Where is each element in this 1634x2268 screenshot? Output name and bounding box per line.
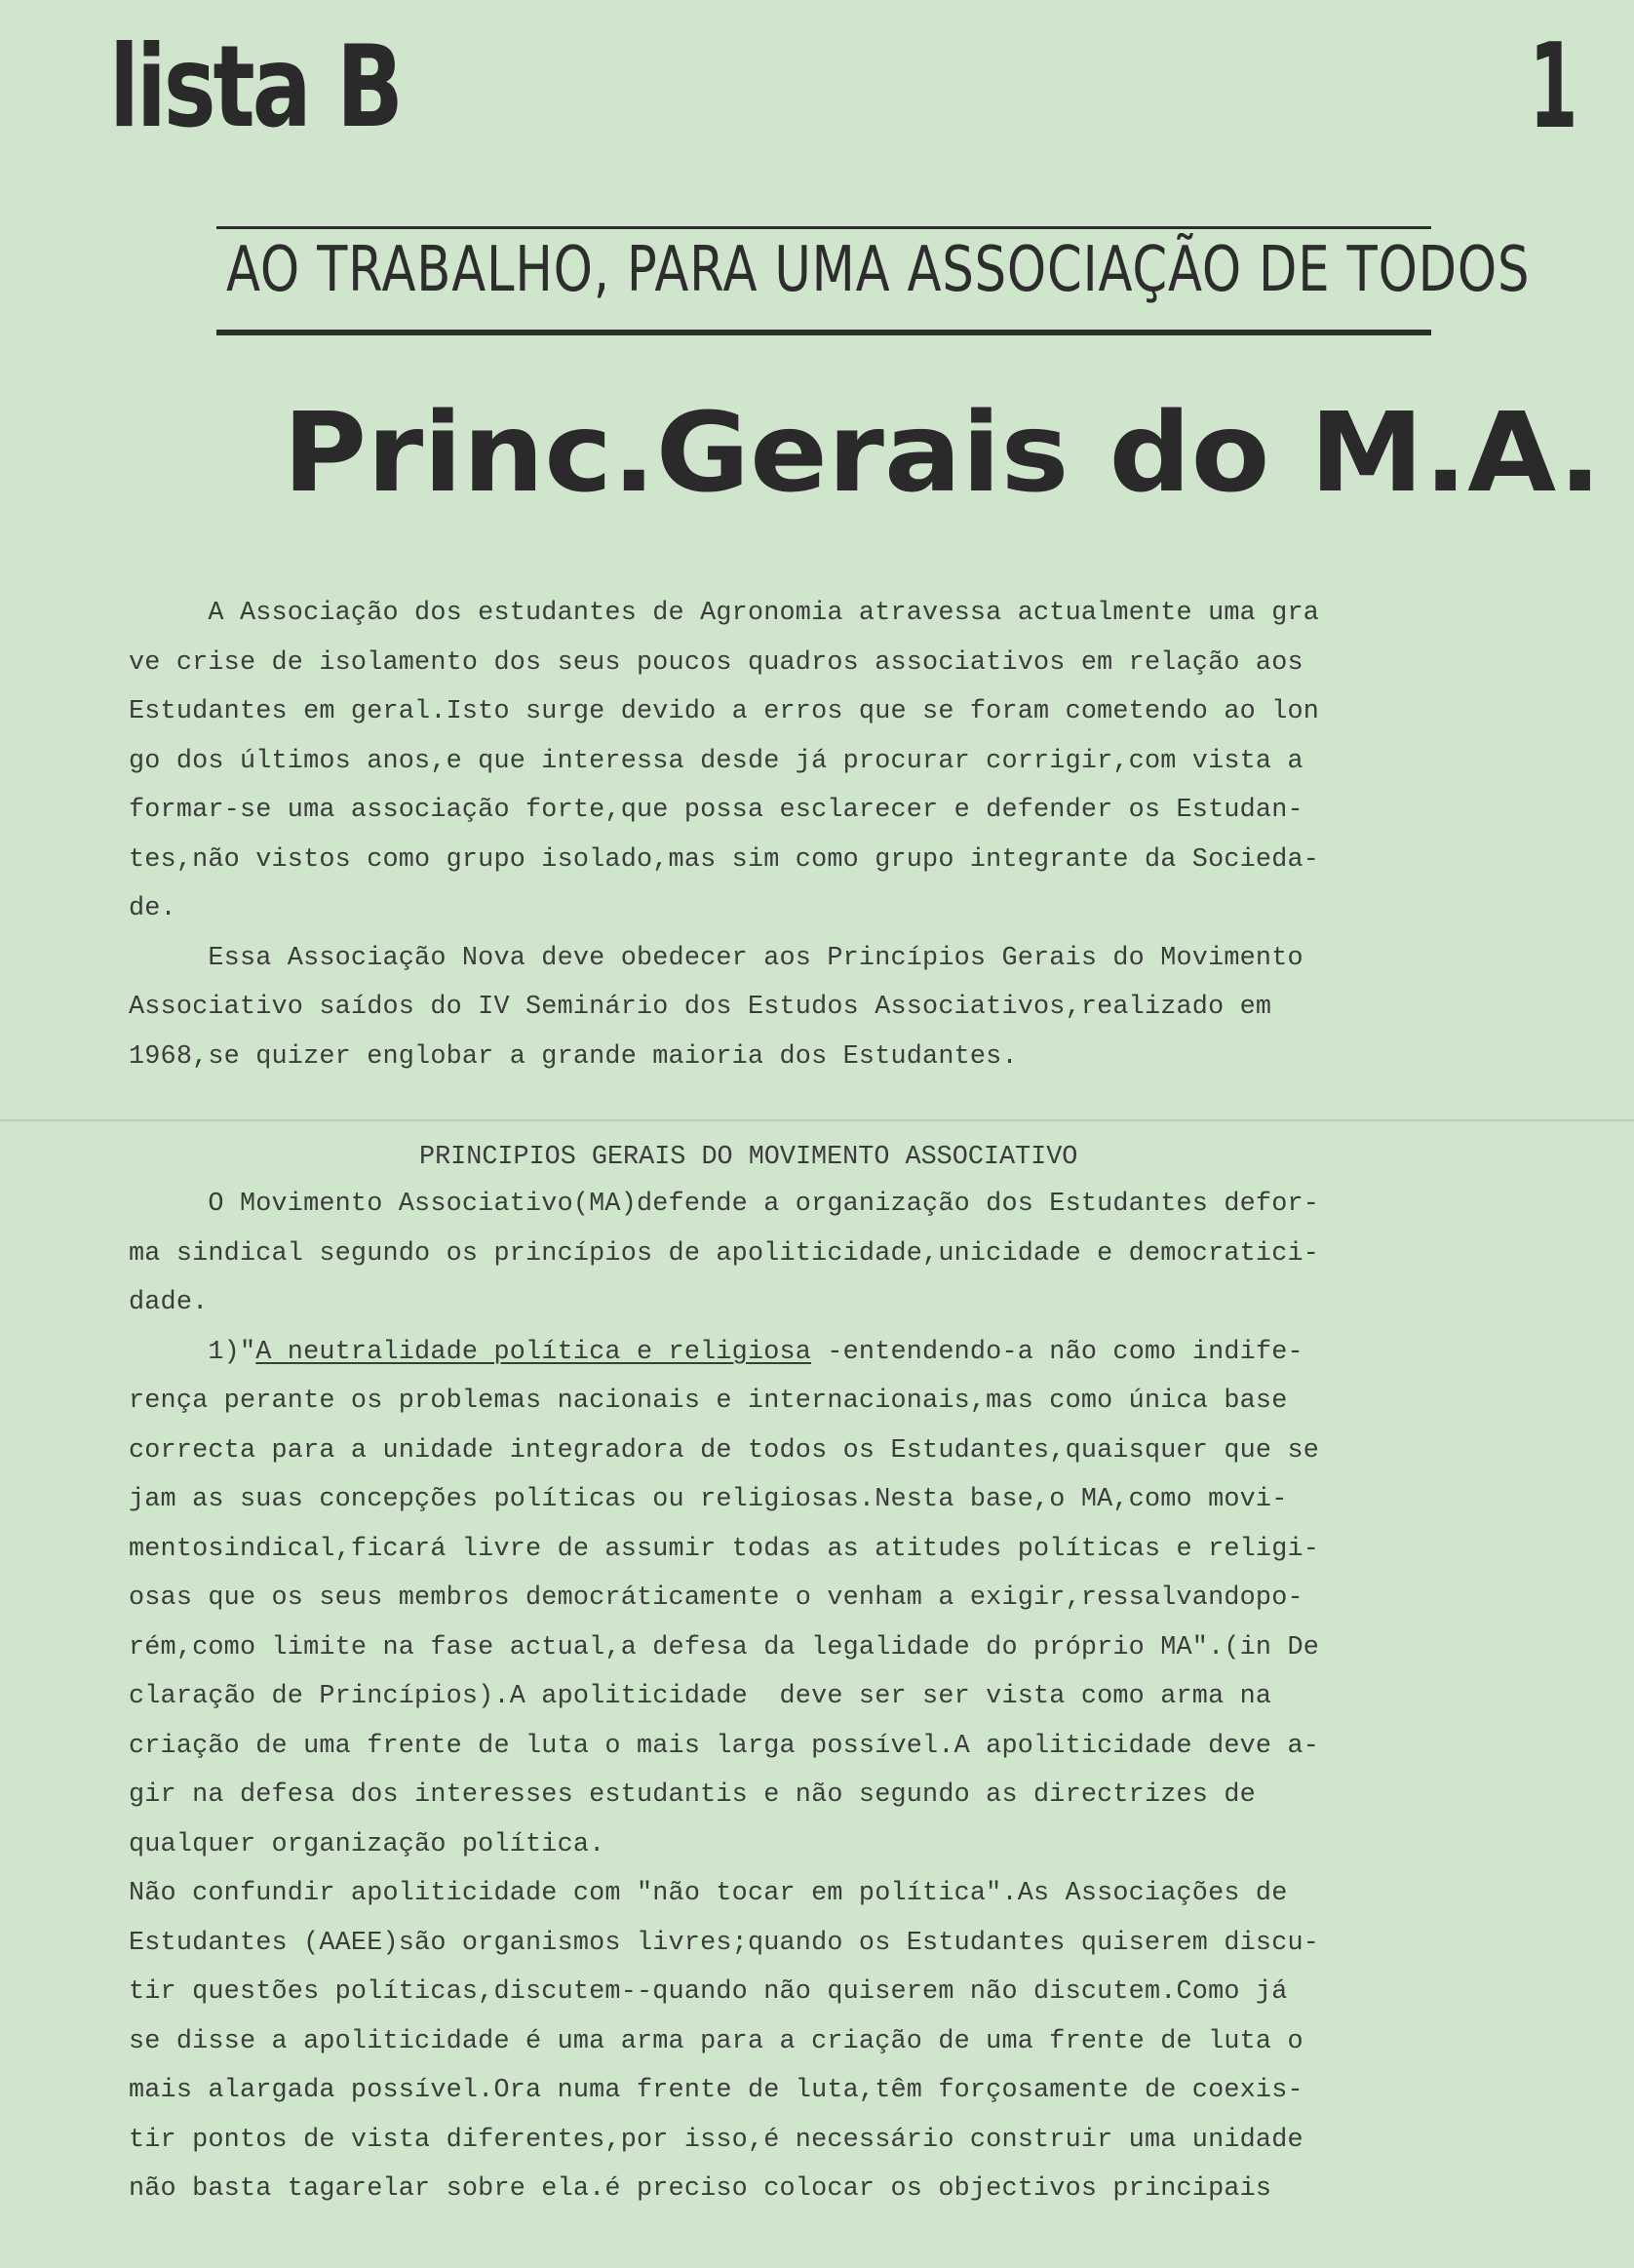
text-line: A Associação dos estudantes de Agronomia atravessa actualmente uma gra	[129, 599, 1320, 628]
text-line: rém,como limite na fase actual,a defesa da legalidade do próprio MA".(in De	[129, 1632, 1320, 1662]
banner-heading: AO TRABALHO, PARA UMA ASSOCIAÇÃO DE TODOS	[226, 234, 1531, 306]
text-line: formar-se uma associação forte,que possa esclarecer e defender os Estudan-	[129, 796, 1303, 825]
page-number: 1	[1528, 20, 1577, 155]
text-line: Associativo saídos do IV Seminário dos Estudos Associativos,realizado em	[129, 993, 1272, 1022]
banner-bottom-rule	[216, 330, 1431, 335]
text-line: tir questões políticas,discutem--quando não quiserem não discutem.Como já	[129, 1977, 1288, 2007]
main-title: Princ.Gerais do M.A.	[283, 390, 1602, 517]
text-line: 1968,se quizer englobar a grande maioria dos Estudantes.	[129, 1041, 1018, 1072]
text-line: ma sindical segundo os princípios de apoliticidade,unicidade e democratici-	[129, 1238, 1320, 1269]
text-line: Não confundir apoliticidade com "não tocar em política".As Associações de	[129, 1879, 1288, 1908]
text-line: tes,não vistos como grupo isolado,mas sim como grupo integrante da Socieda-	[129, 844, 1320, 875]
text-line: rença perante os problemas nacionais e internacionais,mas como única base	[129, 1387, 1288, 1416]
text-line: O Movimento Associativo(MA)defende a organização dos Estudantes defor-	[129, 1190, 1320, 1219]
banner-top-rule	[216, 226, 1431, 229]
text-line: claração de Princípios).A apoliticidade deve ser ser vista como arma na	[129, 1682, 1272, 1711]
text-line: tir pontos de vista diferentes,por isso,é necessário construir uma unidade	[129, 2125, 1303, 2155]
text-line: qualquer organização política.	[129, 1829, 605, 1859]
section-title: PRINCIPIOS GERAIS DO MOVIMENTO ASSOCIATIVO	[419, 1143, 1078, 1172]
text-line: jam as suas concepções políticas ou religiosas.Nesta base,o MA,como movi-	[129, 1485, 1288, 1514]
list-label: lista B	[109, 21, 401, 153]
text-line: se disse a apoliticidade é uma arma para a criação de uma frente de luta o	[129, 2026, 1303, 2056]
text-line: go dos últimos anos,e que interessa desde já procurar corrigir,com vista a	[129, 746, 1303, 776]
text-line: de.	[129, 894, 176, 923]
paper-fold	[0, 1119, 1634, 1121]
text-line: criação de uma frente de luta o mais larga possível.A apoliticidade deve a-	[129, 1731, 1320, 1761]
text-line: Essa Associação Nova deve obedecer aos Princípios Gerais do Movimento	[129, 943, 1303, 973]
text-line: osas que os seus membros democráticamente o venham a exigir,ressalvandopo-	[129, 1584, 1303, 1613]
text-line: Estudantes em geral.Isto surge devido a erros que se foram cometendo ao lon	[129, 697, 1320, 726]
text-line: dade.	[129, 1288, 209, 1317]
text-line: mais alargada possível.Ora numa frente de luta,têm forçosamente de coexis-	[129, 2076, 1303, 2105]
text-line: Estudantes (AAEE)são organismos livres;quando os Estudantes quiserem discu-	[129, 1928, 1320, 1958]
text-line: não basta tagarelar sobre ela.é preciso colocar os objectivos principais	[129, 2174, 1272, 2204]
text-line: correcta para a unidade integradora de todos os Estudantes,quaisquer que se	[129, 1435, 1320, 1466]
text-line: 1)"A neutralidade política e religiosa -entendendo-a não como indife-	[129, 1337, 1303, 1367]
text-line: ve crise de isolamento dos seus poucos quadros associativos em relação aos	[129, 647, 1303, 678]
text-line: mentosindical,ficará livre de assumir todas as atitudes políticas e religi-	[129, 1534, 1320, 1564]
text-line: gir na defesa dos interesses estudantis e não segundo as directrizes de	[129, 1780, 1256, 1810]
